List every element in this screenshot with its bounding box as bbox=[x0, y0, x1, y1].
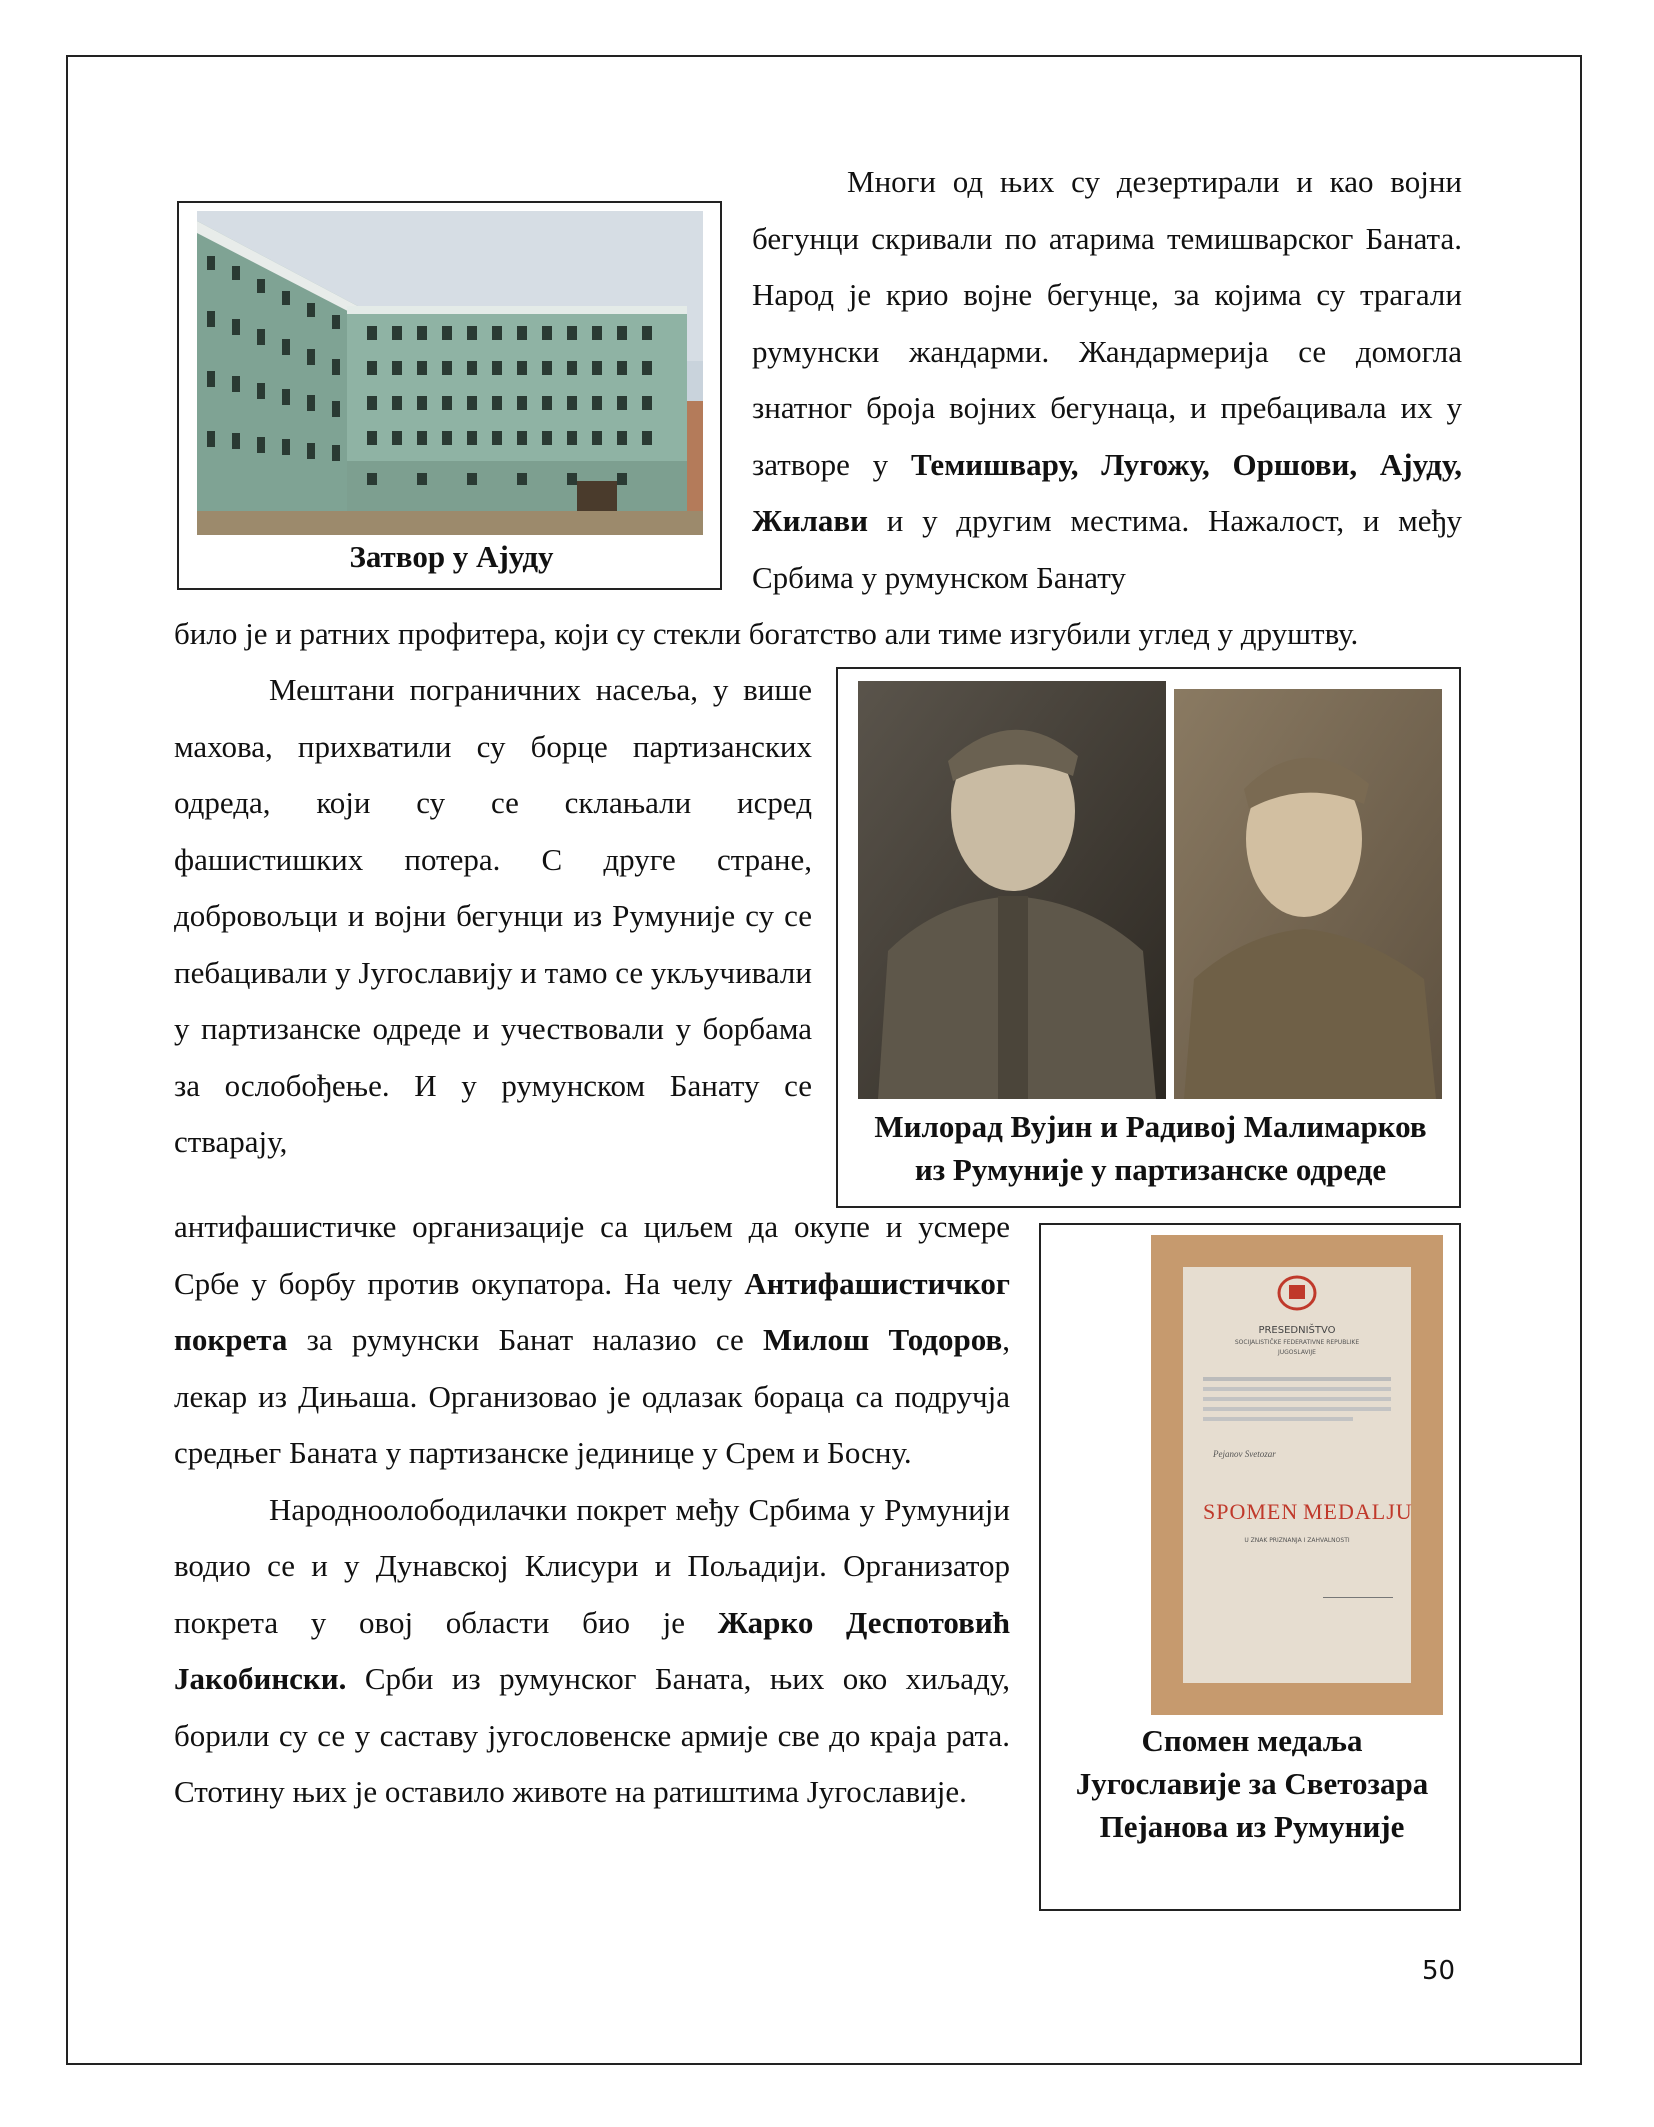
paragraph-2-text-a: антифашистичке организације са циљем да окупе и усмере Србе у борбу против окупатора. На челу bbox=[174, 1209, 1010, 1301]
paragraph-1-text-a: Многи од њих су дезертирали и као војни бегунци скривали по атарима темишварског Баната. Народ је крио војне бегунце, за којима су трагали румунски жандарми. Жандармерија се домогла знатног броја војних бегунаца, и пребацивала их у затворе у bbox=[752, 164, 1462, 482]
page-number: 50 bbox=[1422, 1956, 1456, 1986]
medal-figure bbox=[1039, 1223, 1461, 1911]
medal-doc-heading1: PRESEDNIŠTVO bbox=[1258, 1325, 1336, 1336]
medal-caption-line3: Пејанова из Румуније bbox=[1099, 1809, 1405, 1844]
prison-caption: Затвор у Ајуду bbox=[349, 539, 554, 574]
paragraph-3-bold-name: Жарко Деспотовић Јакобински. bbox=[174, 1604, 1010, 1696]
prison-figure bbox=[177, 201, 722, 590]
paragraph-2-first: Мештани пограничних насеља, у више махова, прихватили су борце партизанских одреда, који су се склањали исред фашистишких потера. С друге стране, добровољци и војни бегунци из Румуније су се пебацивали у Југославију и тамо се укључивали у партизанске одреде и учествовали у борбама за ослобођење. И у румунском Банату се стварају, bbox=[174, 672, 812, 1159]
paragraph-3-text-b: Срби из румунског Баната, њих око хиљаду, борили су се у саставу југословенске армије све до краја рата. Стотину њих је оставило животе на ратиштима Југославије. bbox=[174, 1661, 1010, 1809]
paragraph-1-text-b: и у другим местима. Нажалост, и међу Србима у румунском Банату bbox=[752, 503, 1462, 595]
paragraph-2-column bbox=[174, 662, 812, 1171]
paragraph-2-text-b: за румунски Банат налазио се bbox=[287, 1322, 764, 1357]
paragraph-2-continued-column bbox=[174, 1199, 1010, 1821]
paragraph-2-bold-movement: Антифашистичког покрета bbox=[174, 1265, 1010, 1357]
paragraph-1-last-line: било је и ратних профитера, који су стекли богатство али тиме изгубили углед у друштву. bbox=[174, 616, 1359, 651]
emblem-icon bbox=[1277, 1275, 1317, 1311]
prison-photo bbox=[197, 211, 703, 535]
medal-doc-medal-word2: MEDALJU bbox=[1303, 1499, 1413, 1524]
paragraph-1-bold-places: Темишвару, Лугожу, Оршови, Ајуду, Жилави bbox=[752, 446, 1462, 538]
soldiers-figure bbox=[836, 667, 1461, 1208]
soldiers-caption-line1: Милорад Вујин и Радивој Малимарков bbox=[874, 1109, 1427, 1144]
paragraph-3 bbox=[174, 1482, 1010, 1821]
paragraph-1-column bbox=[752, 154, 1462, 606]
paragraph-3-text-a: Народноолободилачки покрет међу Србима у Румунији водио се и у Дунавској Клисури и Пољадији. Организатор покрета у овој области био је bbox=[174, 1491, 1010, 1640]
medal-caption-line2: Југославије за Светозара bbox=[1075, 1766, 1429, 1801]
medal-doc-footer: U ZNAK PRIZNANJA I ZAHVALNOSTI bbox=[1244, 1537, 1350, 1544]
prison-image bbox=[197, 211, 703, 535]
paragraph-2-text-c: , лекар из Дињаша. Организовао је одлазак бораца са подручја средњег Баната у партизанске јединице у Срем и Босну. bbox=[174, 1322, 1011, 1470]
medal-doc-heading2: SOCIJALISTIČKE FEDERATIVNE REPUBLIKE bbox=[1234, 1339, 1360, 1346]
paragraph-2-rest bbox=[174, 1199, 1010, 1482]
paragraph-2-bold-name: Милош Тодоров bbox=[763, 1322, 1003, 1357]
medal-doc-medal-word1: SPOMEN bbox=[1203, 1499, 1299, 1524]
medal-document-image bbox=[1151, 1235, 1443, 1715]
medal-doc-heading3: JUGOSLAVIJE bbox=[1278, 1349, 1316, 1356]
medal-caption-line1: Спомен медаља bbox=[1141, 1723, 1363, 1758]
medal-doc-name: Pejanov Svetozar bbox=[1213, 1449, 1276, 1459]
soldiers-caption-line2: из Румуније у партизанске одреде bbox=[914, 1152, 1387, 1187]
medal-signature bbox=[1323, 1587, 1393, 1598]
soldier-photo-vujin bbox=[858, 681, 1166, 1099]
paragraph-1 bbox=[752, 154, 1462, 606]
soldier-photo-malimarkov bbox=[1174, 689, 1442, 1099]
